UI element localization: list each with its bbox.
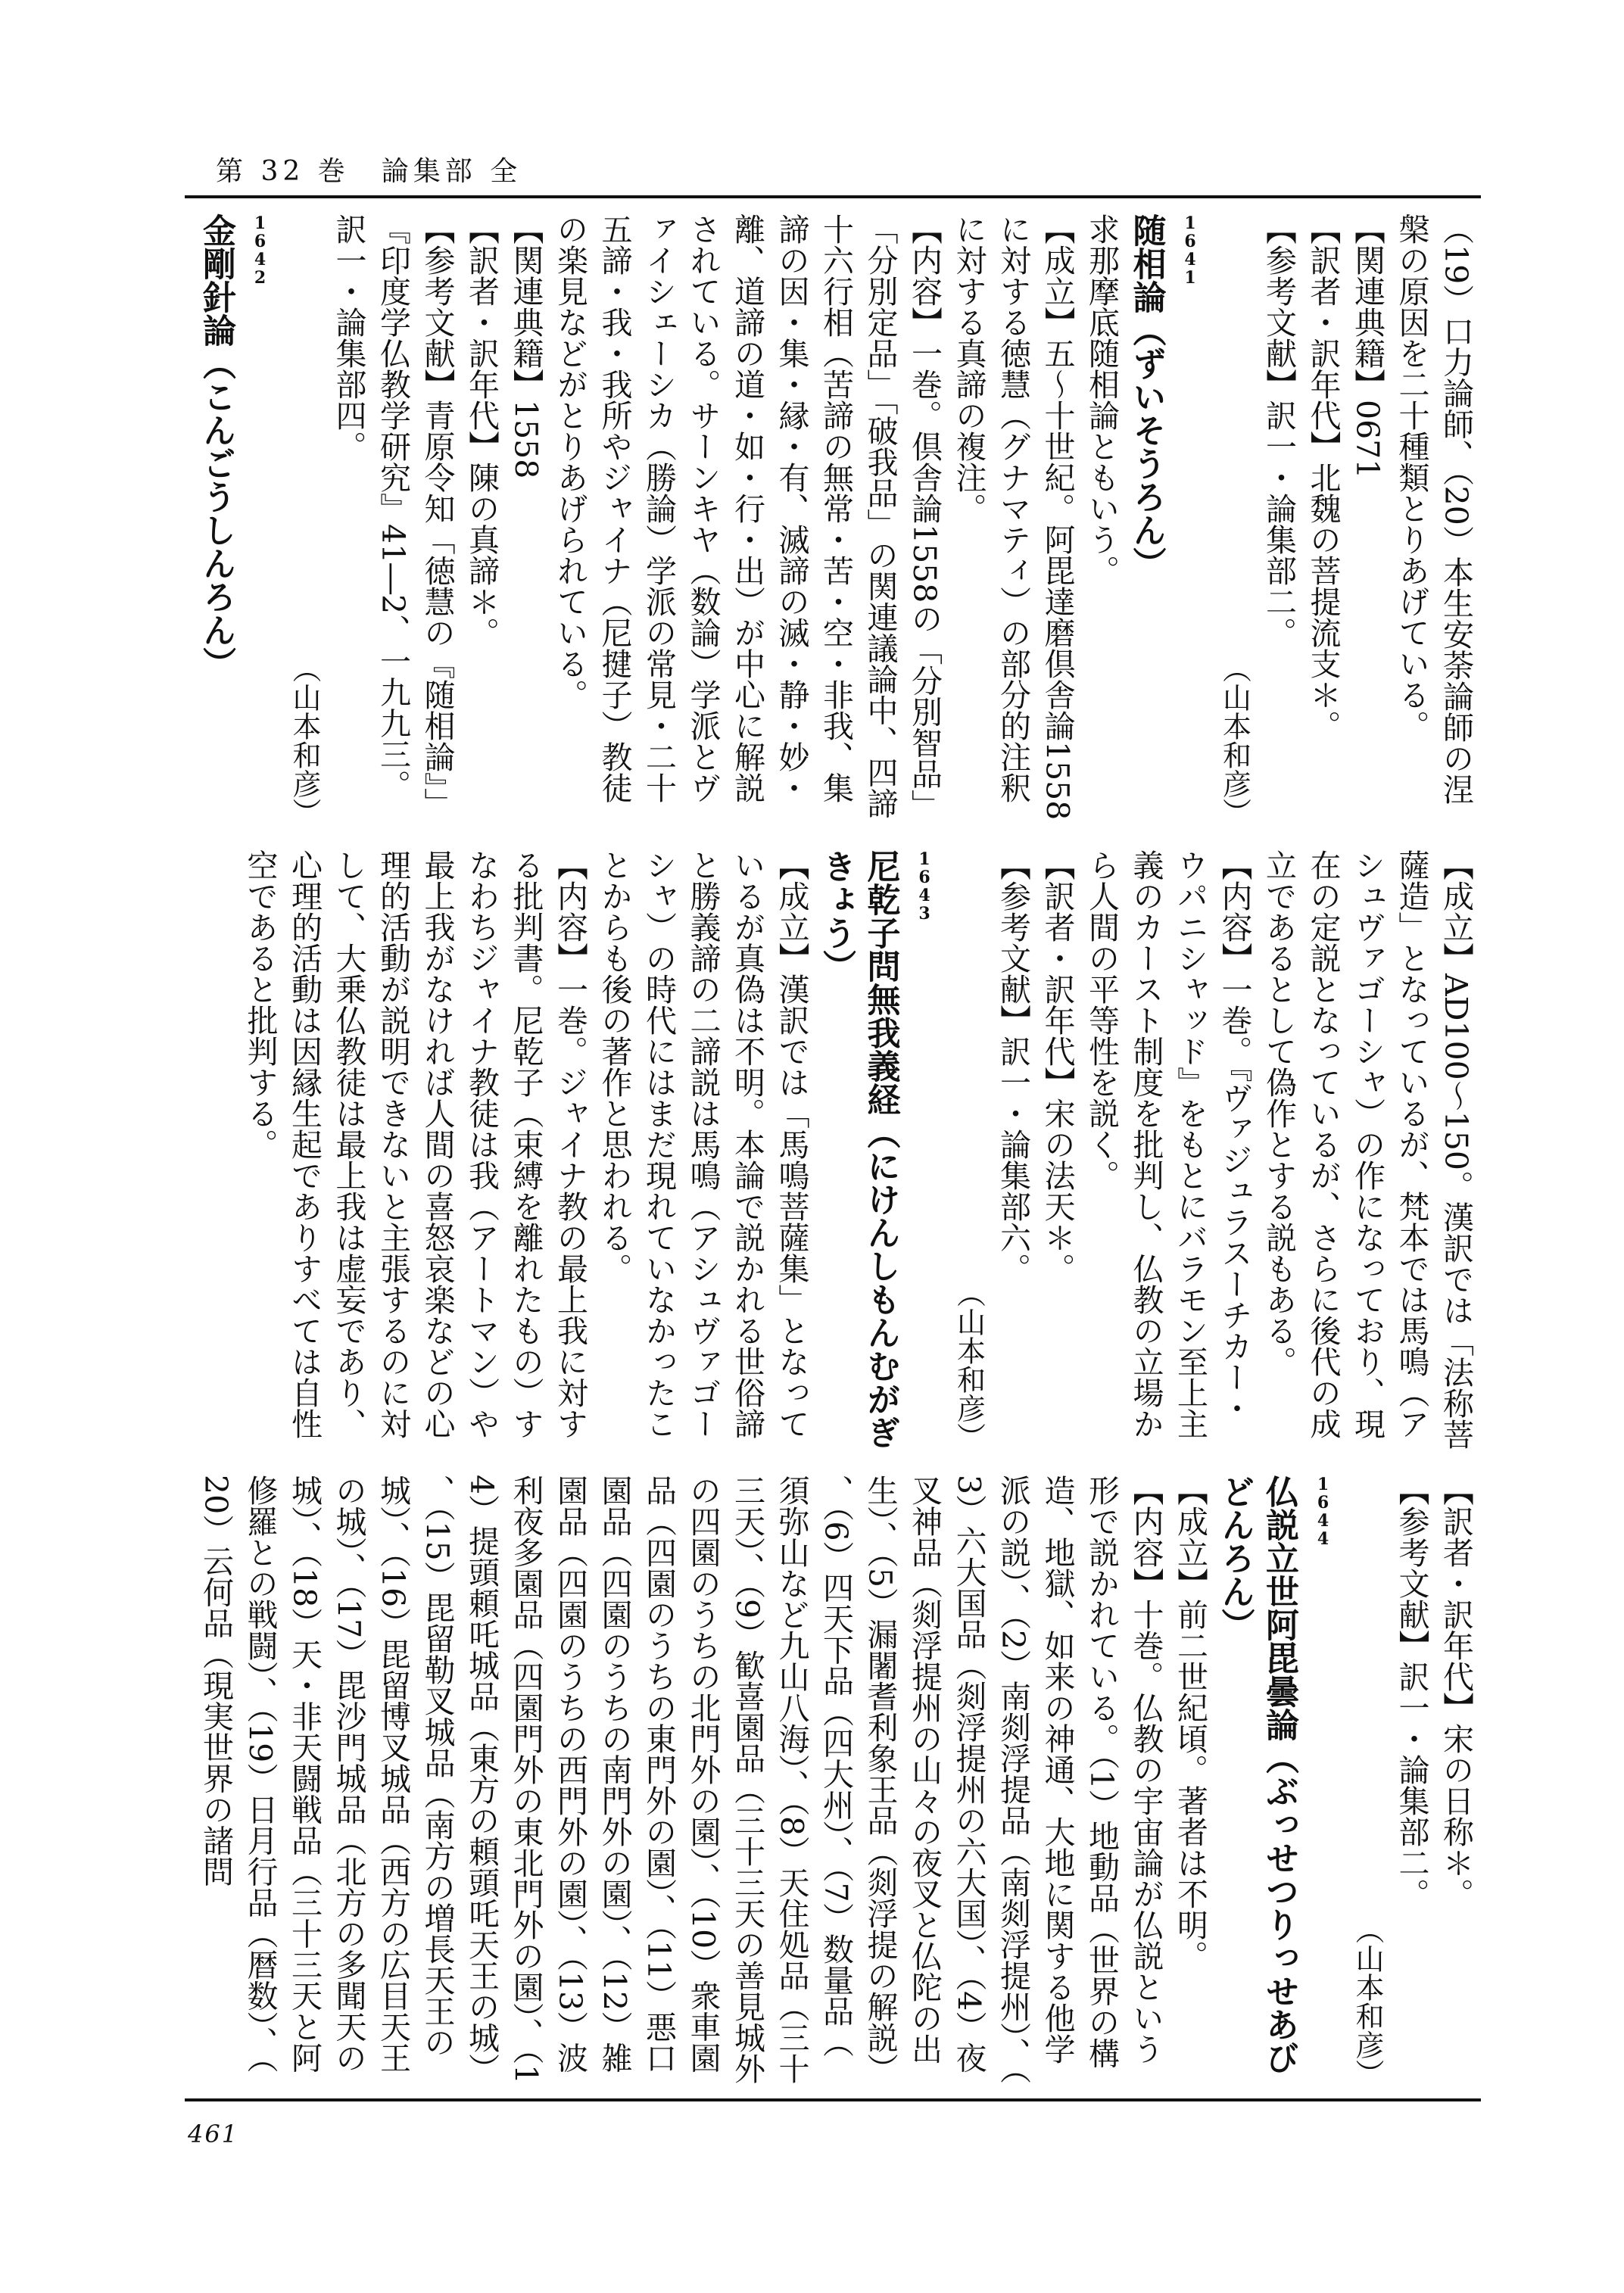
- content: 【内容】十巻。仏教の宇宙論が仏説という形で説かれている。（1）地動品（世界の構造、地獄、如来の神通、大地に関する他学派の説）、（2）南剡浮提品（南剡浮提州）、（3）六大国品（剡浮提州の六大国）、（4）夜叉神品（剡浮提州の山々の夜叉と仏陀の出生）、（5）漏闍耆利象王品（剡浮提の解説）、（6）四天下品（四大州）、（7）数量品（須弥山など九山八海）、（8）天住処品（三十三天）、（9）歓喜園品（三十三天の善見城外の四園のうちの北門外の園）、（10）衆車園品（四園のうちの東門外の園）、（11）悪口園品（四園のうちの南門外の園）、（12）雑園品（四園のうちの西門外の園）、（13）波利夜多園品（四園門外の東北門外の園）、（14）提頭頼吒城品（東方の頼頭吒天王の城）、（15）毘留勒叉城品（南方の増長天王の城）、（16）毘留博叉城品（西方の広目天王の城）、（17）毘沙門城品（北方の多聞天の城）、（18）天・非天闘戦品（三十三天と阿修羅との戦闘）、（19）日月行品（暦数）、（20）云何品（現実世界の諸問: [198, 1475, 1164, 2085]
- origin: 【成立】漢訳では「馬鳴菩薩集」となっているが真偽は不明。本論で説かれる世俗諦と勝義諦の二諦説は馬鳴（アシュヴァゴーシャ）の時代にはまだ現れていなかったことからも後の著作と思われる。: [596, 849, 810, 1439]
- related-texts: 【関連典籍】0671: [1349, 213, 1386, 479]
- entry-headword: 随相論（ずいそうろん）: [1127, 213, 1166, 580]
- references: 【参考文献】訳一・論集部六。: [995, 849, 1031, 1284]
- tier-top-text: [176, 213, 1478, 827]
- page-header: 第 32 巻 論集部 全: [216, 156, 522, 187]
- related-texts: 【関連典籍】1558: [507, 213, 544, 479]
- tier-top: [176, 213, 1478, 827]
- tier-bottom: [176, 1475, 1478, 2088]
- content: 【内容】一巻。ジャイナ教の最上我に対する批判書。尼乾子（束縛を離れたもの）すなわちジャイナ教徒は我（アートマン）や最上我がなければ人間の喜怒哀楽などの心理的活動が説明できないと主張するのに対して、大乗仏教徒は最上我は虚妄であり、心理的活動は因縁生起でありすべては自性空であると批判する。: [242, 849, 588, 1439]
- entry-number: 1643: [915, 849, 934, 922]
- tier-middle: [176, 849, 1478, 1451]
- alias-line: 求那摩底随相論ともいう。: [1083, 213, 1120, 586]
- author-attribution: （山本和彦）: [1351, 1915, 1384, 2088]
- text-line: （19）口力論師、（20）本生安荼論師の涅槃の原因を二十種類とりあげている。: [1393, 213, 1474, 805]
- references: 【参考文献】青原令知「徳慧の『随相論』」『印度学仏教学研究』41―2、一九九三。訳一・論集部四。: [330, 213, 456, 819]
- tier-middle-text: [176, 849, 1478, 1451]
- content: 【内容】一巻。倶舎論1558の「分別智品」「分別定品」「破我品」の関連議論中、四諦十六行相（苦諦の無常・苦・空・非我、集諦の因・集・縁・有、滅諦の滅・静・妙・離、道諦の道・如・行・出）が中心に解説されている。サーンキヤ（数論）学派とヴァイシェーシカ（勝論）学派の常見・二十五諦・我・我所やジャイナ（尼揵子）教徒の楽見などがとりあげられている。: [552, 213, 943, 821]
- translator: 【訳者・訳年代】北魏の菩提流支＊。: [1304, 213, 1342, 741]
- references: 【参考文献】訳一・論集部二。: [1261, 213, 1297, 648]
- tier-bottom-text: [176, 1475, 1478, 2088]
- origin: 【成立】前二世紀頃。著者は不明。: [1172, 1475, 1208, 1971]
- translator: 【訳者・訳年代】宋の法天＊。: [1039, 849, 1076, 1284]
- entry-number: 1644: [1313, 1475, 1333, 1547]
- origin: 【成立】AD100〜150。漢訳では「法称菩薩造」となっているが、梵本では馬鳴（アシュヴァゴーシャ）の作になっており、現在の定説となっているが、さらに後代の成立であるとして偽作とする説もある。: [1261, 849, 1474, 1450]
- author-attribution: （山本和彦）: [288, 654, 321, 827]
- header-rule: [185, 195, 1481, 198]
- origin: 【成立】五〜十世紀。阿毘達磨倶舎論1558に対する徳慧（グナマティ）の部分的注釈に対する真諦の複注。: [950, 213, 1076, 821]
- author-attribution: （山本和彦）: [1217, 654, 1252, 827]
- footer-rule: [185, 2098, 1481, 2101]
- content: 【内容】一巻。『ヴァジュラスーチカー・ウパニシャッド』をもとにバラモン至上主義のカースト制度を批判し、仏教の立場から人間の平等性を説く。: [1083, 849, 1253, 1439]
- translator: 【訳者・訳年代】陳の真諦＊。: [463, 213, 500, 648]
- entry-headword: 尼乾子問無我義経（にけんしもんむがぎきょう）: [817, 849, 900, 1449]
- page-number: 461: [188, 2120, 239, 2148]
- entry-headword: 仏説立世阿毘曇論（ぶっせつりっせあびどんろん）: [1215, 1475, 1298, 2074]
- entry-number: 1642: [250, 213, 270, 286]
- translator: 【訳者・訳年代】宋の日称＊。: [1438, 1475, 1474, 1909]
- entry-headword: 金剛針論（こんごうしんろん）: [197, 213, 235, 680]
- references: 【参考文献】訳一・論集部二。: [1393, 1475, 1430, 1909]
- entry-number: 1641: [1180, 213, 1200, 286]
- author-attribution: （山本和彦）: [952, 1279, 986, 1451]
